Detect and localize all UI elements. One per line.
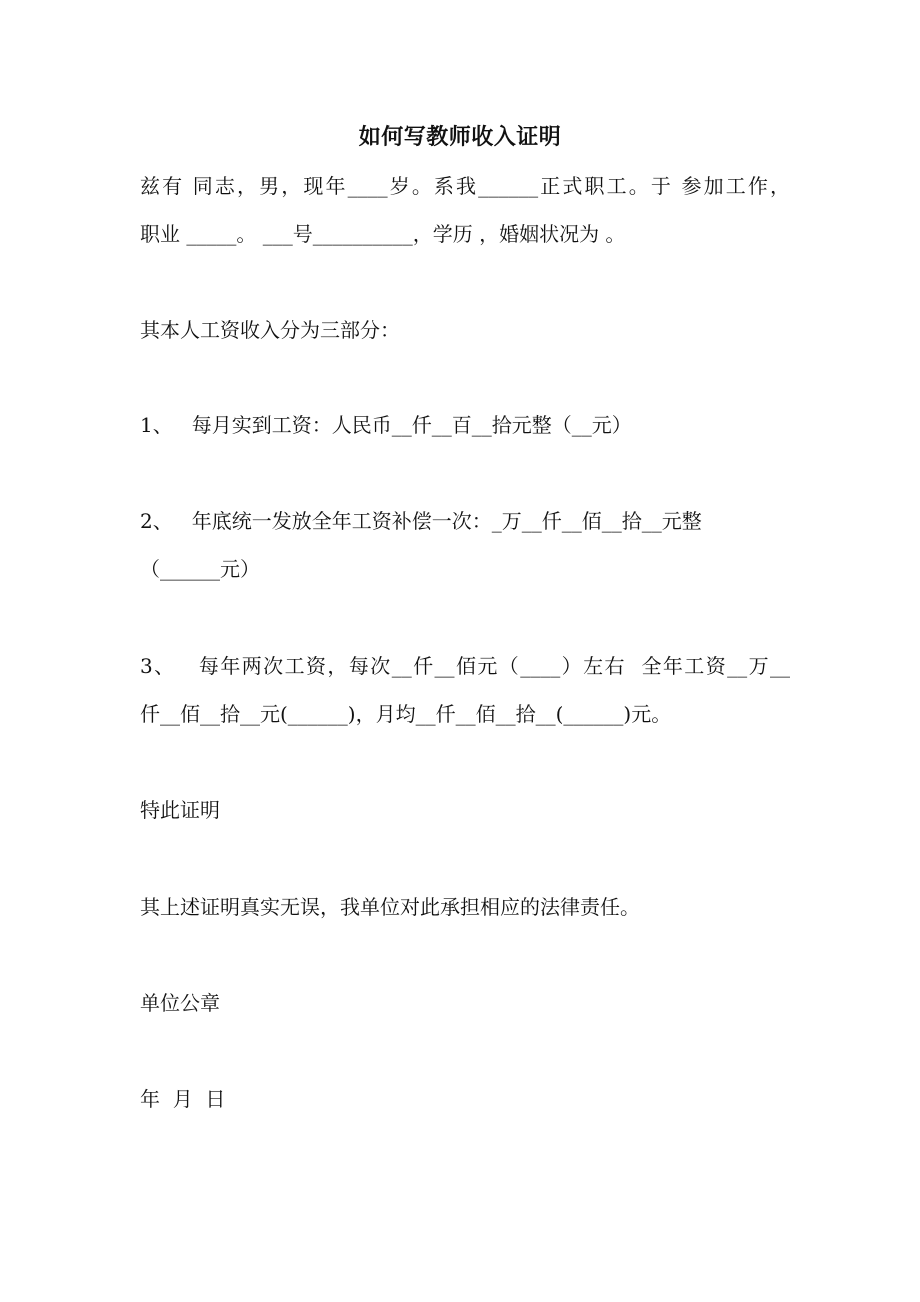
income-item-2-line-2: （______元） [140, 557, 260, 581]
intro-line-1: 兹有 同志，男，现年____岁。系我______正式职工。于 参加工作， [140, 174, 790, 198]
income-heading: 其本人工资收入分为三部分： [140, 318, 400, 342]
seal-label: 单位公章 [140, 991, 220, 1015]
intro-line-2: 职业 _____。 ___号__________，学历 ，婚姻状况为 。 [140, 222, 626, 246]
income-item-2-line-1: 2、 年底统一发放全年工资补偿一次：_万__仟__佰__拾__元整 [140, 509, 702, 533]
income-item-3-line-2: 仟__佰__拾__元(______)，月均__仟__佰__拾__(______)元。 [140, 702, 672, 726]
declaration-text: 其上述证明真实无误，我单位对此承担相应的法律责任。 [140, 895, 640, 919]
date-line: 年 月 日 [140, 1087, 226, 1111]
certify-text: 特此证明 [140, 798, 220, 822]
document-title: 如何写教师收入证明 [358, 124, 562, 150]
income-item-3-line-1: 3、 每年两次工资，每次__仟__佰元（____）左右 全年工资__万__ [140, 654, 790, 678]
income-item-1: 1、 每月实到工资：人民币__仟__百__拾元整（__元） [140, 413, 632, 437]
